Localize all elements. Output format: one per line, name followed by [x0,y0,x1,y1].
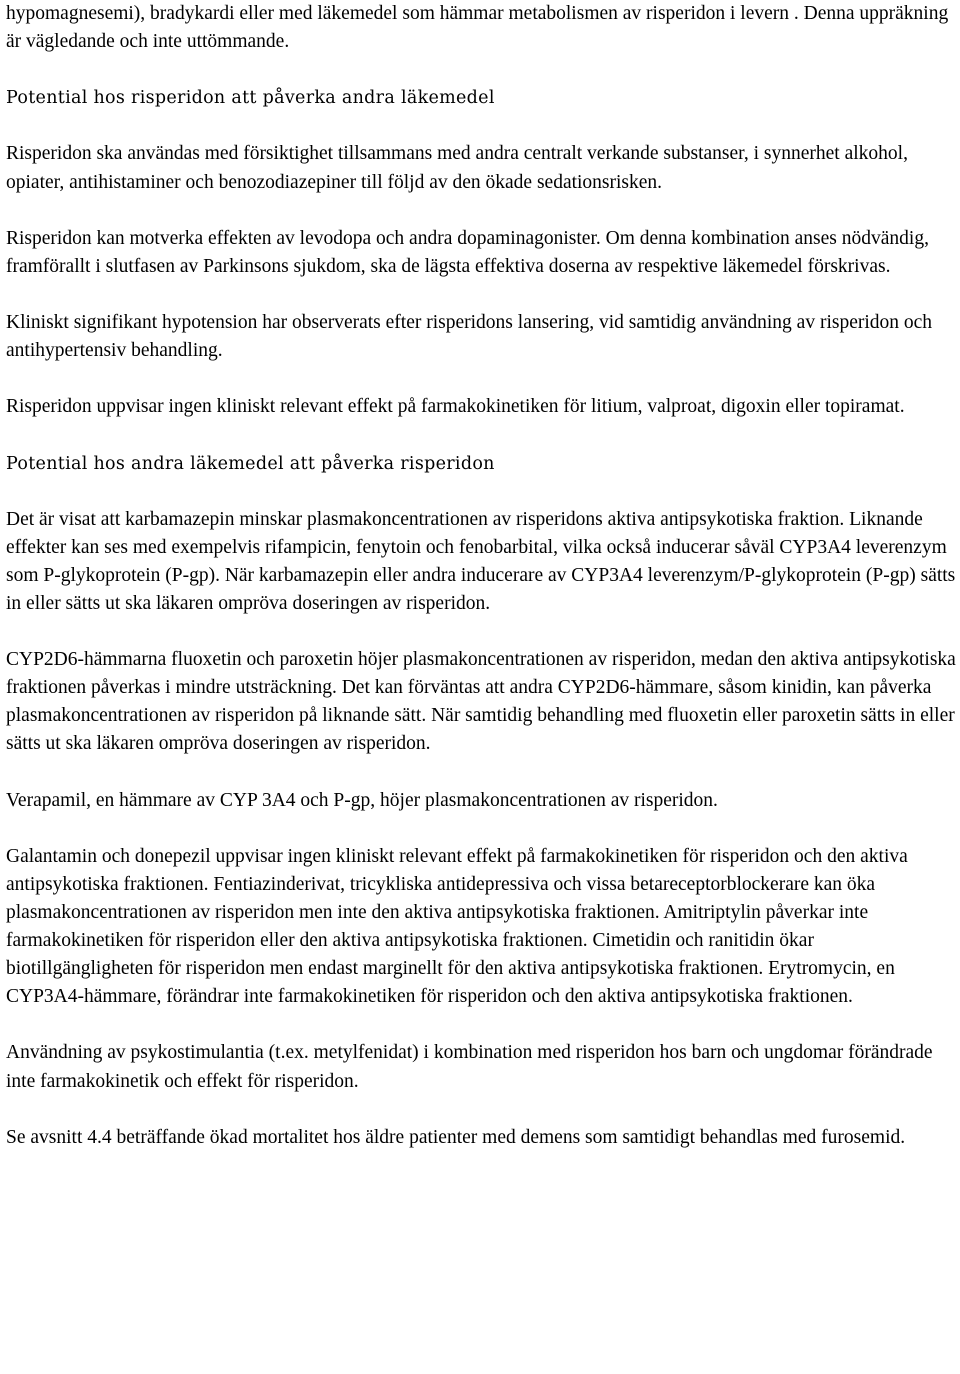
section-heading-1: Potential hos risperidon att påverka andra läkemedel [6,88,495,109]
paragraph-4: Risperidon uppvisar ingen kliniskt relevant effekt på farmakokinetiken för litium, valproat, digoxin eller topiramat. [6,396,905,418]
paragraph-1: Risperidon ska användas med försiktighet tillsammans med andra centralt verkande substanser, i synnerhet alkohol, opiater, antihistaminer och benozodiazepiner till följd av den ökade sedationsrisken. [6,143,908,193]
paragraph-3: Kliniskt signifikant hypotension har observerats efter risperidons lansering, vid samtidig användning av risperidon och antihypertensiv behandling. [6,312,933,362]
spacer [6,56,960,84]
spacer [6,197,960,225]
paragraph-7: Verapamil, en hämmare av CYP 3A4 och P-gp, höjer plasmakoncentrationen av risperidon. [6,789,718,811]
paragraph-5: Det är visat att karbamazepin minskar plasmakoncentrationen av risperidons aktiva antipsykotiska fraktion. Liknande effekter kan ses med exempelvis rifampicin, fenytoin och fenobarbital, vilka också inducerar såväl CYP3A4 leverenzym som P-glykoprotein (P-gp). När karbamazepin eller andra inducerare av CYP3A4 leverenzym/P-glykoprotein (P-gp) sätts in eller sätts ut ska läkaren ompröva doseringen av risperidon. [6,508,956,614]
paragraph-intro: hypomagnesemi), bradykardi eller med läkemedel som hämmar metabolismen av risperidon i levern . Denna uppräkning är vägledande och inte uttömmande. [6,3,949,53]
paragraph-2: Risperidon kan motverka effekten av levodopa och andra dopaminagonister. Om denna kombination anses nödvändig, framförallt i slutfasen av Parkinsons sjukdom, ska de lägsta effektiva doserna av respektive läkemedel förskrivas. [6,227,929,277]
spacer [6,1011,960,1039]
spacer [6,759,960,787]
paragraph-9: Användning av psykostimulantia (t.ex. metylfenidat) i kombination med risperidon hos barn och ungdomar förändrade inte farmakokinetik och effekt för risperidon. [6,1042,933,1092]
spacer [6,618,960,646]
spacer [6,1096,960,1124]
paragraph-8: Galantamin och donepezil uppvisar ingen kliniskt relevant effekt på farmakokinetiken för risperidon och den aktiva antipsykotiska fraktionen. Fentiazinderivat, tricykliska antidepressiva och vissa betareceptorblockerare kan öka plasmakoncentrationen av risperidon men inte den aktiva antipsykotiska fraktionen. Amitriptylin påverkar inte farmakokinetiken för risperidon eller den aktiva antipsykotiska fraktionen. Cimetidin och ranitidin ökar biotillgängligheten för risperidon men endast marginellt för den aktiva antipsykotiska fraktionen. Erytromycin, en CYP3A4-hämmare, förändrar inte farmakokinetiken för risperidon och den aktiva antipsykotiska fraktionen. [6,845,908,1008]
paragraph-6: CYP2D6-hämmarna fluoxetin och paroxetin höjer plasmakoncentrationen av risperidon, medan den aktiva antipsykotiska fraktionen påverkas i mindre utsträckning. Det kan förväntas att andra CYP2D6-hämmare, såsom kinidin, kan påverka plasmakoncentrationen av risperidon på liknande sätt. När samtidig behandling med fluoxetin eller paroxetin sätts in eller sätts ut ska läkaren ompröva doseringen av risperidon. [6,649,956,755]
spacer [6,112,960,140]
spacer [6,815,960,843]
spacer [6,281,960,309]
document-page [6,0,960,1152]
spacer [6,478,960,506]
spacer [6,421,960,449]
spacer [6,365,960,393]
paragraph-10: Se avsnitt 4.4 beträffande ökad mortalitet hos äldre patienter med demens som samtidigt behandlas med furosemid. [6,1126,906,1148]
section-heading-2: Potential hos andra läkemedel att påverka risperidon [6,453,495,474]
